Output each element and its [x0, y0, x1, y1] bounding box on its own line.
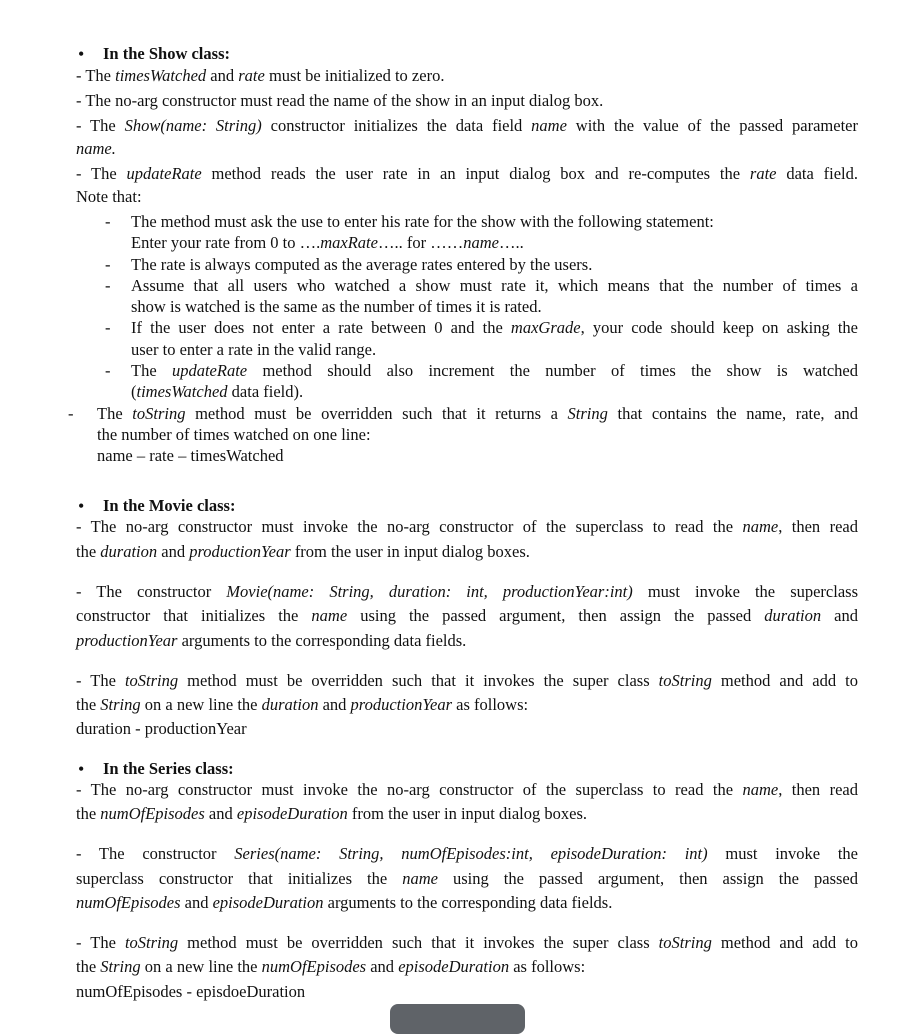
- movie-heading: In the Movie class:: [103, 496, 236, 515]
- sub-1b: Enter your rate from 0 to ….maxRate….. for ……name…..: [131, 233, 524, 252]
- movie-p2c: productionYear arguments to the corresponding data fields.: [76, 631, 467, 650]
- sub-4b: user to enter a rate in the valid range.: [131, 340, 377, 359]
- movie-p3a: - The toString method must be overridden such that it invokes the super class toString method and add to: [76, 671, 858, 690]
- show-line-4: - The updateRate method reads the user rate in an input dialog box and re-computes the rate data field.: [76, 164, 859, 183]
- dash-icon: -: [105, 318, 111, 337]
- series-p2a: - The constructor Series(name: String, numOfEpisodes:int, episodeDuration: int) must invoke the: [76, 844, 858, 863]
- sub-5a: The updateRate method should also increment the number of times the show is watched: [131, 361, 858, 380]
- dash-icon: -: [68, 404, 74, 423]
- tostring-line-3: name – rate – timesWatched: [97, 446, 284, 465]
- series-p3c: numOfEpisodes - episdoeDuration: [76, 982, 306, 1001]
- show-line-4b: Note that:: [76, 187, 142, 206]
- sub-3a: Assume that all users who watched a show must rate it, which means that the number of times a: [131, 276, 858, 295]
- show-line-3b: name.: [76, 139, 116, 158]
- series-p3b: the String on a new line the numOfEpisodes and episodeDuration as follows:: [76, 957, 586, 976]
- movie-p1b: the duration and productionYear from the user in input dialog boxes.: [76, 542, 530, 561]
- dash-icon: -: [105, 276, 111, 295]
- series-p1a: - The no-arg constructor must invoke the no-arg constructor of the superclass to read the name, then read: [76, 780, 858, 799]
- sub-5b: (timesWatched data field).: [131, 382, 304, 401]
- series-heading: In the Series class:: [103, 759, 234, 778]
- sub-2: The rate is always computed as the average rates entered by the users.: [131, 255, 593, 274]
- show-line-3: - The Show(name: String) constructor initializes the data field name with the value of the passed parameter: [76, 116, 858, 135]
- movie-p3c: duration - productionYear: [76, 719, 247, 738]
- dash-icon: -: [105, 255, 111, 274]
- movie-p1a: - The no-arg constructor must invoke the no-arg constructor of the superclass to read the name, then read: [76, 517, 858, 536]
- sub-4a: If the user does not enter a rate between 0 and the maxGrade, your code should keep on asking the: [131, 318, 858, 337]
- show-line-2: - The no-arg constructor must read the name of the show in an input dialog box.: [76, 91, 604, 110]
- series-p2b: superclass constructor that initializes the name using the passed argument, then assign the passed: [76, 869, 858, 888]
- sub-1a: The method must ask the use to enter his rate for the show with the following statement:: [131, 212, 714, 231]
- tostring-line-2: the number of times watched on one line:: [97, 425, 371, 444]
- show-line-1: - The timesWatched and rate must be initialized to zero.: [76, 66, 445, 85]
- tostring-line-1: The toString method must be overridden such that it returns a String that contains the name, rate, and: [97, 404, 858, 423]
- dash-icon: -: [105, 361, 111, 380]
- dash-icon: -: [105, 212, 111, 231]
- bullet-icon: •: [78, 44, 85, 64]
- movie-p2b: constructor that initializes the name using the passed argument, then assign the passed duration and: [76, 606, 858, 625]
- series-p1b: the numOfEpisodes and episodeDuration from the user in input dialog boxes.: [76, 804, 588, 823]
- bullet-icon: •: [78, 496, 85, 516]
- sub-3b: show is watched is the same as the number of times it is rated.: [131, 297, 542, 316]
- movie-p3b: the String on a new line the duration and productionYear as follows:: [76, 695, 529, 714]
- bullet-icon: •: [78, 759, 85, 779]
- series-p3a: - The toString method must be overridden such that it invokes the super class toString method and add to: [76, 933, 858, 952]
- show-heading: In the Show class:: [103, 44, 230, 63]
- movie-p2a: - The constructor Movie(name: String, duration: int, productionYear:int) must invoke the superclass: [76, 582, 859, 601]
- overlay-handle-bar[interactable]: [390, 1004, 525, 1034]
- series-p2c: numOfEpisodes and episodeDuration arguments to the corresponding data fields.: [76, 893, 613, 912]
